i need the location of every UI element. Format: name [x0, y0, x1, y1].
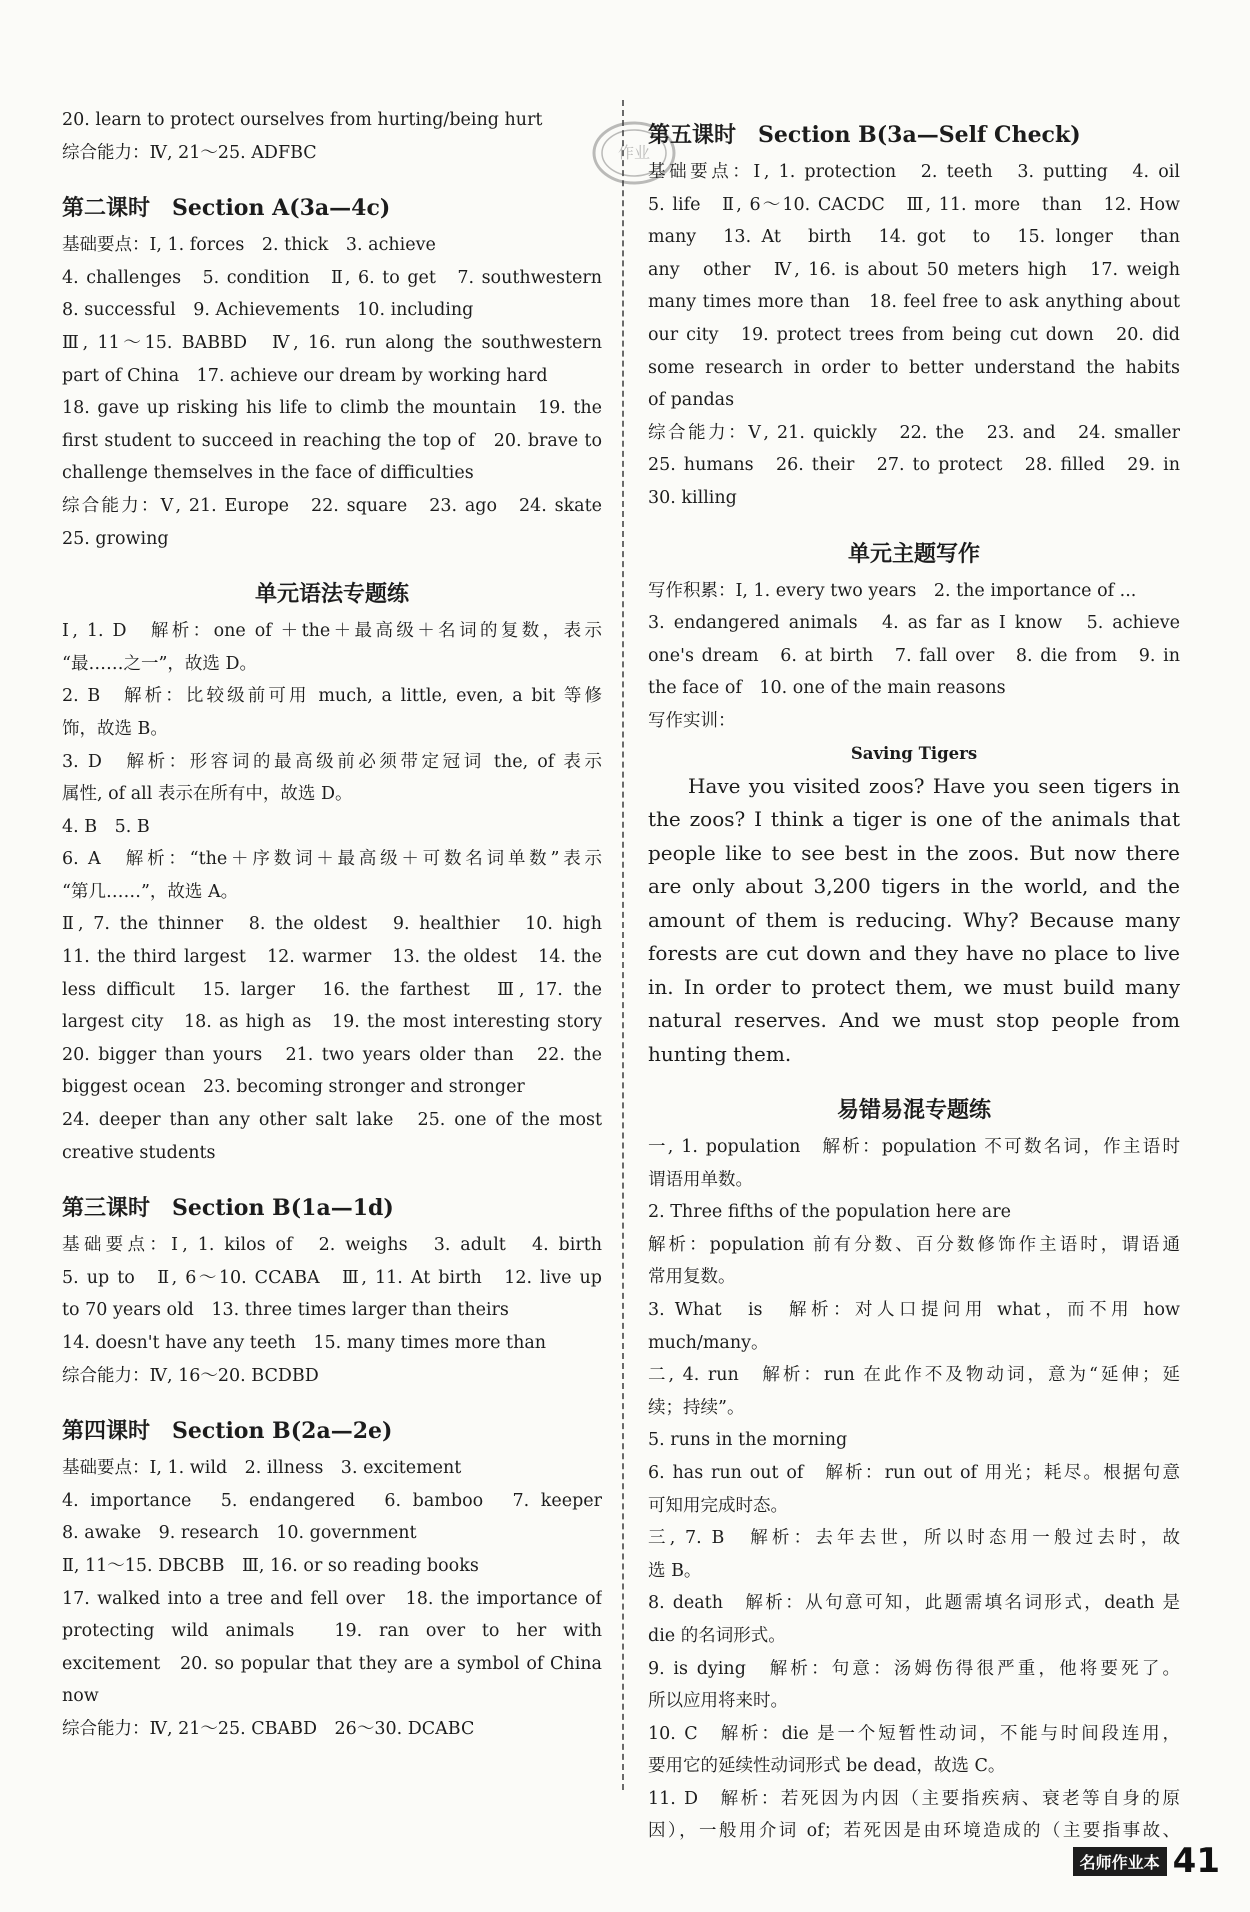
- answer-line: 2. Three fifths of the population here are: [648, 1202, 1011, 1223]
- answer-line: 基础要点：Ⅰ, 1. wild 2. illness 3. excitement: [62, 1458, 462, 1479]
- svg-text:作业: 作业: [617, 143, 651, 162]
- answer-line: 二, 4. run 解析：run 在此作不及物动词，意为“延伸；延: [648, 1365, 1180, 1386]
- answer-line: 选 B。: [648, 1560, 702, 1581]
- answer-line: 三, 7. B 解析：去年去世，所以时态用一般过去时，故: [648, 1528, 1180, 1549]
- answer-line: 可知用完成时态。: [648, 1495, 788, 1516]
- answer-line: 续；持续”。: [648, 1397, 745, 1418]
- answer-line: 6. has run out of 解析：run out of 用光；耗尽。根据句意: [648, 1462, 1180, 1483]
- answer-line: 8. death 解析：从句意可知，此题需填名词形式，death 是: [648, 1593, 1180, 1614]
- answer-line: 30. killing: [648, 487, 737, 508]
- answer-line: 常用复数。: [648, 1267, 736, 1288]
- section-a-answers: [62, 229, 602, 555]
- answer-line: 25. humans 26. their 27. to protect 28. filled 29. in: [648, 455, 1180, 476]
- grammar-answers: [62, 615, 602, 1169]
- answer-line: 6. A 解析：“the＋序数词＋最高级＋可数名词单数”表示: [62, 849, 602, 870]
- answer-line: Ⅰ, 1. D 解析：one of ＋the＋最高级＋名词的复数，表示: [62, 621, 602, 642]
- answer-line: 11. the third largest 12. warmer 13. the oldest 14. the: [62, 947, 602, 968]
- answer-line: Ⅱ, 7. the thinner 8. the oldest 9. healthier 10. high: [62, 914, 602, 935]
- answer-line: 20. bigger than yours 21. two years older than 22. the: [62, 1044, 602, 1065]
- answer-line: 4. B 5. B: [62, 816, 150, 837]
- answer-line: 属性, of all 表示在所有中，故选 D。: [62, 784, 353, 805]
- answer-line: 综合能力：Ⅳ, 21～25. ADFBC: [62, 142, 317, 163]
- answer-line: 5. life Ⅱ, 6～10. CACDC Ⅲ, 11. more than 12. How: [648, 194, 1180, 215]
- answer-line: creative students: [62, 1142, 216, 1163]
- column-divider: [622, 100, 624, 1790]
- essay-body: Have you visited zoos? Have you seen tigers in the zoos? I think a tiger is one of the animals that people like to see best in the zoos. But now there are only about 3,200 tigers in the world, and the amount of them is reducing. Why? Because many forests are cut down and they have no place to live in. In order to protect them, we must build many natural reserves. And we must stop people from hunting them.: [648, 773, 1180, 1066]
- answer-line: 4. challenges 5. condition Ⅱ, 6. to get 7. southwestern: [62, 267, 602, 288]
- answer-line: 8. awake 9. research 10. government: [62, 1523, 417, 1544]
- answer-line: biggest ocean 23. becoming stronger and stronger: [62, 1077, 525, 1098]
- answer-line: 综合能力：Ⅳ, 21～25. CBABD 26～30. DCABC: [62, 1718, 475, 1739]
- section-heading: 第三课时 Section B(1a—1d): [62, 1195, 394, 1222]
- answer-line: 基础要点：Ⅰ, 1. kilos of 2. weighs 3. adult 4. birth: [62, 1235, 602, 1256]
- answer-line: 要用它的延续性动词形式 be dead，故选 C。: [648, 1756, 1006, 1777]
- answer-line: 17. walked into a tree and fell over 18. the importance of: [62, 1588, 602, 1609]
- right-column: [648, 108, 1180, 1848]
- answer-line: 基础要点：Ⅰ, 1. forces 2. thick 3. achieve: [62, 235, 436, 256]
- answer-line: 14. doesn't have any teeth 15. many times more than: [62, 1333, 547, 1353]
- answer-line: excitement 20. so popular that they are a symbol of China: [62, 1653, 602, 1674]
- answer-line: 综合能力：Ⅴ, 21. quickly 22. the 23. and 24. smaller: [648, 422, 1180, 443]
- answer-line: 综合能力：Ⅳ, 16～20. BCDBD: [62, 1365, 319, 1386]
- answer-line: 谓语用单数。: [648, 1169, 753, 1190]
- answer-line: 8. successful 9. Achievements 10. including: [62, 300, 474, 321]
- section-heading: 第二课时 Section A(3a—4c): [62, 195, 391, 222]
- answer-line: of pandas: [648, 390, 735, 411]
- answer-line: one's dream 6. at birth 7. fall over 8. die from 9. in: [648, 645, 1180, 666]
- confusion-answers: [648, 1131, 1180, 1848]
- answer-line: 所以应用将来时。: [648, 1691, 788, 1712]
- answer-line: Ⅲ, 11～15. BABBD Ⅳ, 16. run along the southwestern: [62, 332, 602, 353]
- answer-line: 3. endangered animals 4. as far as I know 5. achieve: [648, 613, 1180, 634]
- answer-line: much/many。: [648, 1332, 769, 1353]
- answer-line: the face of 10. one of the main reasons: [648, 678, 1006, 699]
- writing-answers: [648, 575, 1180, 738]
- answer-line: 饰，故选 B。: [62, 718, 168, 739]
- answer-line: 基础要点：Ⅰ, 1. protection 2. teeth 3. putting 4. oil: [648, 162, 1180, 182]
- answer-line: many 13. At birth 14. got to 15. longer than: [648, 227, 1180, 248]
- answer-line: 4. importance 5. endangered 6. bamboo 7. keeper: [62, 1490, 602, 1511]
- answer-line: 24. deeper than any other salt lake 25. one of the most: [62, 1110, 602, 1131]
- page-number: 41: [1172, 1841, 1220, 1881]
- section-heading: 单元语法专题练: [254, 581, 409, 608]
- section-b1-answers: [62, 1229, 602, 1392]
- answer-line: less difficult 15. larger 16. the farthest Ⅲ, 17. the: [62, 979, 602, 1000]
- answer-line: challenge themselves in the face of difficulties: [62, 463, 474, 484]
- answer-line: 5. up to Ⅱ, 6～10. CCABA Ⅲ, 11. At birth 12. live up: [62, 1267, 602, 1288]
- answer-line: 写作积累：Ⅰ, 1. every two years 2. the importance of ...: [648, 580, 1137, 601]
- answer-line: 9. is dying 解析：句意：汤姆伤得很严重，他将要死了。: [648, 1658, 1180, 1679]
- brand-label: 名师作业本: [1073, 1847, 1167, 1876]
- answer-line: 因），一般用介词 of；若死因是由环境造成的（主要指事故、: [648, 1821, 1180, 1842]
- answer-line: 18. gave up risking his life to climb the mountain 19. the: [62, 398, 602, 419]
- answer-line: many times more than 18. feel free to ask anything about: [648, 292, 1180, 313]
- answer-line: largest city 18. as high as 19. the most interesting story: [62, 1012, 602, 1033]
- answer-line: 10. C 解析：die 是一个短暂性动词，不能与时间段连用，: [648, 1723, 1180, 1744]
- section-b2-answers: [62, 1452, 602, 1745]
- section-heading: 易错易混专题练: [836, 1097, 991, 1123]
- section-b3-answers: [648, 156, 1180, 515]
- answer-line: 2. B 解析：比较级前可用 much, a little, even, a bit 等修: [62, 686, 602, 707]
- intro-block: [62, 104, 602, 169]
- answer-line: now: [62, 1686, 99, 1707]
- answer-line: “第几……”，故选 A。: [62, 881, 239, 902]
- answer-line: our city 19. protect trees from being cut down 20. did: [648, 324, 1180, 345]
- answer-line: 综合能力：Ⅴ, 21. Europe 22. square 23. ago 24. skate: [62, 495, 602, 516]
- answer-line: 11. D 解析：若死因为内因（主要指疾病、衰老等自身的原: [648, 1788, 1180, 1809]
- essay-title: Saving Tigers: [850, 743, 978, 763]
- answer-line: first student to succeed in reaching the top of 20. brave to: [62, 430, 602, 451]
- answer-line: 3. What is 解析：对人口提问用 what，而不用 how: [648, 1299, 1180, 1320]
- answer-line: 3. D 解析：形容词的最高级前必须带定冠词 the, of 表示: [62, 751, 602, 772]
- section-heading: 第五课时 Section B(3a—Self Check): [648, 122, 1081, 148]
- answer-line: 20. learn to protect ourselves from hurting/being hurt: [62, 110, 543, 130]
- answer-line: 5. runs in the morning: [648, 1430, 848, 1451]
- answer-line: “最……之一”，故选 D。: [62, 653, 257, 674]
- answer-line: Ⅱ, 11～15. DBCBB Ⅲ, 16. or so reading books: [62, 1555, 479, 1576]
- answer-line: 一, 1. population 解析：population 不可数名词，作主语时: [648, 1137, 1180, 1157]
- section-heading: 单元主题写作: [847, 540, 980, 567]
- answer-line: die 的名词形式。: [648, 1625, 786, 1646]
- answer-line: part of China 17. achieve our dream by working hard: [62, 365, 548, 386]
- answer-line: any other Ⅳ, 16. is about 50 meters high 17. weigh: [648, 259, 1180, 280]
- section-heading: 第四课时 Section B(2a—2e): [62, 1418, 393, 1445]
- answer-line: to 70 years old 13. three times larger than theirs: [62, 1300, 509, 1321]
- page-footer: [1073, 1841, 1220, 1881]
- answer-line: 写作实训：: [648, 710, 736, 731]
- left-column: [62, 104, 602, 1746]
- answer-line: 解析：population 前有分数、百分数修饰作主语时，谓语通: [648, 1234, 1180, 1255]
- answer-line: protecting wild animals 19. ran over to her with: [62, 1621, 602, 1642]
- answer-line: some research in order to better understand the habits: [648, 357, 1180, 378]
- answer-line: 25. growing: [62, 528, 169, 549]
